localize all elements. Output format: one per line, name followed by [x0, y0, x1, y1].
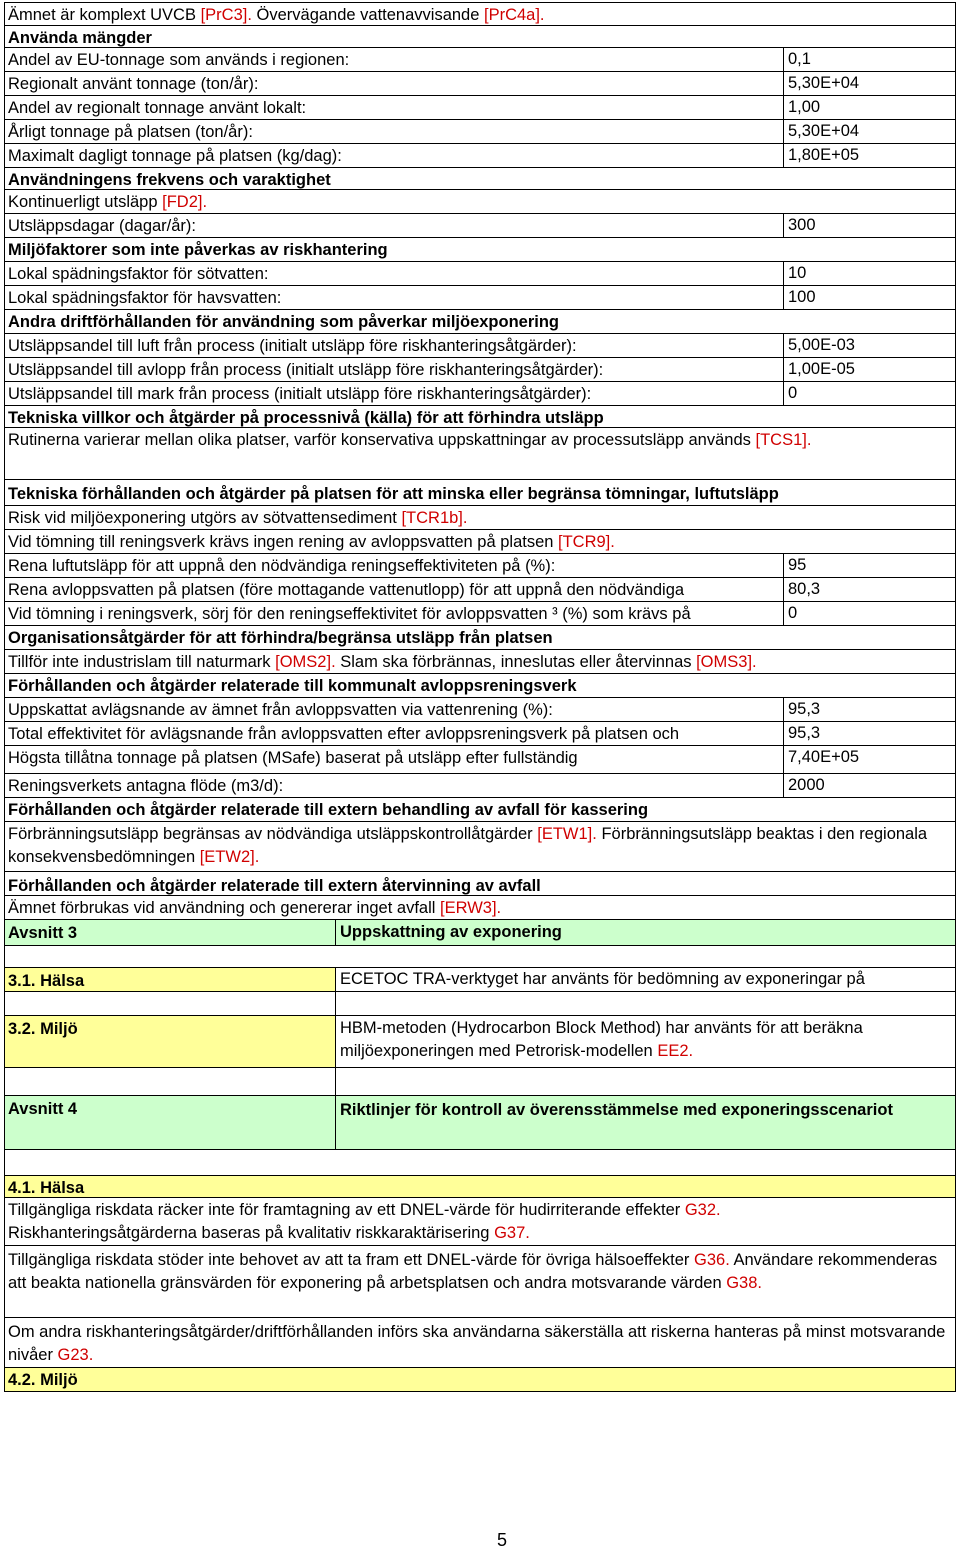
row-label: Rutinerna varierar mellan olika platser, varför konservativa uppskattningar av processutsläpp används [TCS1].: [8, 431, 812, 449]
waste-text-row: [4, 822, 956, 872]
table-row: [4, 48, 956, 72]
table-row: [4, 578, 956, 602]
s3-health-row: [4, 968, 956, 992]
spacer-row: [4, 992, 956, 1016]
s4-health-row: [4, 1176, 956, 1198]
row-label: Reningsverkets antagna flöde (m3/d):: [8, 777, 284, 795]
section3-header: [4, 920, 956, 946]
subsection-label: 3.2. Miljö: [8, 1020, 78, 1038]
section4-header: [4, 1096, 956, 1150]
s3-env-row: [4, 1016, 956, 1068]
row-value: 95,3: [783, 722, 820, 745]
section-label: Avsnitt 4: [8, 1100, 78, 1118]
row-value: 10: [783, 262, 806, 285]
row-label: Årligt tonnage på platsen (ton/år):: [8, 123, 253, 141]
subsection-text: HBM-metoden (Hydrocarbon Block Method) har använts för att beräkna miljöexponeringen med Petrorisk-modellen EE2.: [335, 1016, 955, 1067]
row-value: 1,80E+05: [783, 144, 859, 167]
row-label: Lokal spädningsfaktor för sötvatten:: [8, 265, 269, 283]
s4-text-row: [4, 1246, 956, 1318]
table-row: [4, 602, 956, 626]
row-label: Utsläppsandel till avlopp från process (initialt utsläpp före riskhanteringsåtgärder):: [8, 361, 604, 379]
row-label: Lokal spädningsfaktor för havsvatten:: [8, 289, 282, 307]
intro-row: [4, 2, 956, 26]
page-number: 5: [496, 1530, 507, 1550]
table-row: [4, 262, 956, 286]
row-value: 80,3: [783, 578, 820, 601]
table-row: [4, 120, 956, 144]
row-label: Tillför inte industrislam till naturmark [OMS2]. Slam ska förbrännas, inneslutas eller återvinnas [OMS3].: [8, 653, 757, 671]
amounts-heading-row: [4, 26, 956, 48]
row-label: Rena avloppsvatten på platsen (före mottagande vattenutlopp) för att uppnå den nödvändiga: [8, 581, 685, 599]
section-title: Riktlinjer för kontroll av överensstämmelse med exponeringsscenariot: [335, 1096, 955, 1149]
row-label: Högsta tillåtna tonnage på platsen (MSafe) baserat på utsläpp efter fullständig: [8, 749, 578, 767]
spacer-row: [4, 1068, 956, 1096]
row-label: Utsläppsandel till luft från process (initialt utsläpp före riskhanteringsåtgärder):: [8, 337, 577, 355]
section-heading: Förhållanden och åtgärder relaterade till extern återvinning av avfall: [8, 877, 541, 895]
tech-heading-row: [4, 406, 956, 428]
paragraph: Om andra riskhanteringsåtgärder/driftförhållanden införs ska användarna säkerställa att riskerna hanteras på minst motsvarande nivåer G23.: [8, 1323, 946, 1364]
section-heading: Använda mängder: [8, 29, 152, 47]
row-label: Vid tömning till reningsverk krävs ingen rening av avloppsvatten på platsen [TCR9].: [8, 533, 615, 551]
row-label: Rena luftutsläpp för att uppnå den nödvändiga reningseffektiviteten på (%):: [8, 557, 556, 575]
row-label: Maximalt dagligt tonnage på platsen (kg/dag):: [8, 147, 342, 165]
row-value: 0: [783, 602, 797, 625]
org-heading-row: [4, 626, 956, 650]
section-heading: Förhållanden och åtgärder relaterade till kommunalt avloppsreningsverk: [8, 677, 577, 695]
site-line-row: [4, 506, 956, 530]
subsection-label: 3.1. Hälsa: [8, 972, 85, 990]
row-value: 100: [783, 286, 816, 309]
section-heading: Andra driftförhållanden för användning som påverkar miljöexponering: [8, 313, 560, 331]
spacer-row: [4, 1150, 956, 1176]
row-label: Ämnet förbrukas vid användning och genererar inget avfall [ERW3].: [8, 899, 502, 917]
frequency-text-row: [4, 190, 956, 214]
env-heading-row: [4, 238, 956, 262]
row-value: 1,00E-05: [783, 358, 855, 381]
section-heading: Miljöfaktorer som inte påverkas av riskhantering: [8, 241, 388, 259]
subsection-label: 4.1. Hälsa: [8, 1179, 85, 1197]
intro-text: Ämnet är komplext UVCB [PrC3]. Övervägande vattenavvisande [PrC4a].: [8, 6, 545, 24]
row-label: Andel av EU-tonnage som används i regionen:: [8, 51, 350, 69]
row-value: 0: [783, 382, 797, 405]
table-row: [4, 96, 956, 120]
table-row: [4, 358, 956, 382]
row-value: 300: [783, 214, 816, 237]
row-label: Risk vid miljöexponering utgörs av sötvattensediment [TCR1b].: [8, 509, 468, 527]
table-row: [4, 698, 956, 722]
subsection-text: ECETOC TRA-verktyget har använts för bedömning av exponeringar på: [335, 968, 955, 991]
section-heading: Tekniska villkor och åtgärder på processnivå (källa) för att förhindra utsläpp: [8, 409, 604, 427]
s4-env-row: [4, 1368, 956, 1392]
row-value: 5,00E-03: [783, 334, 855, 357]
org-text-row: [4, 650, 956, 674]
row-label: Regionalt använt tonnage (ton/år):: [8, 75, 259, 93]
row-label: Kontinuerligt utsläpp [FD2].: [8, 193, 208, 211]
spacer-row: [4, 946, 956, 968]
row-value: 95,3: [783, 698, 820, 721]
section-label: Avsnitt 3: [8, 924, 78, 942]
row-label: Andel av regionalt tonnage använt lokalt:: [8, 99, 307, 117]
section-heading: Tekniska förhållanden och åtgärder på platsen för att minska eller begränsa tömningar, luftutsläpp: [8, 485, 779, 503]
row-label: Förbränningsutsläpp begränsas av nödvändiga utsläppskontrollåtgärder [ETW1]. Förbränningsutsläpp beaktas i den regionala konsekvensbedömningen [ETW2].: [8, 825, 928, 866]
row-value: 5,30E+04: [783, 72, 859, 95]
section-heading: Användningens frekvens och varaktighet: [8, 171, 331, 189]
table-row: [4, 774, 956, 798]
row-label: Utsläppsdagar (dagar/år):: [8, 217, 197, 235]
table-row: [4, 334, 956, 358]
row-label: Utsläppsandel till mark från process (initialt utsläpp före riskhanteringsåtgärder):: [8, 385, 592, 403]
section-title: Uppskattning av exponering: [335, 920, 562, 945]
row-value: 2000: [783, 774, 825, 797]
s4-text-row: [4, 1198, 956, 1246]
table-row: [4, 214, 956, 238]
other-heading-row: [4, 310, 956, 334]
paragraph: Tillgängliga riskdata räcker inte för framtagning av ett DNEL-värde för hudirriterande effekter G32. Riskhanteringsåtgärderna baseras på kvalitativ riskkaraktärisering G37.: [8, 1201, 721, 1242]
section-heading: Organisationsåtgärder för att förhindra/begränsa utsläpp från platsen: [8, 629, 553, 647]
paragraph: Tillgängliga riskdata stöder inte behovet av att ta fram ett DNEL-värde för övriga hälsoeffekter G36. Användare rekommenderas att beakta nationella gränsvärden för exponering på arbetsplatsen och andra motsvarande värden G38.: [8, 1251, 938, 1292]
row-label: Uppskattat avlägsnande av ämnet från avloppsvatten via vattenrening (%):: [8, 701, 553, 719]
site-line-row: [4, 530, 956, 554]
row-value: 95: [783, 554, 806, 577]
muni-heading-row: [4, 674, 956, 698]
cell-divider: [335, 992, 955, 1015]
subsection-label: 4.2. Miljö: [8, 1371, 78, 1389]
waste-heading-row: [4, 798, 956, 822]
cell-divider: [335, 1068, 955, 1095]
row-value: 5,30E+04: [783, 120, 859, 143]
table-row: [4, 286, 956, 310]
table-row: [4, 746, 956, 774]
table-row: [4, 722, 956, 746]
frequency-heading-row: [4, 168, 956, 190]
row-label: Total effektivitet för avlägsnande från avloppsvatten efter avloppsreningsverk på platsen och: [8, 725, 680, 743]
row-label: Vid tömning i reningsverk, sörj för den reningseffektivitet för avloppsvatten ³ (%) som krävs på: [8, 605, 691, 623]
row-value: 7,40E+05: [783, 746, 859, 773]
tech-text-row: [4, 428, 956, 480]
s4-text-row: [4, 1318, 956, 1368]
recycle-heading-row: [4, 872, 956, 896]
table-row: [4, 554, 956, 578]
table-row: [4, 144, 956, 168]
recycle-text-row: [4, 896, 956, 920]
table-row: [4, 382, 956, 406]
section-heading: Förhållanden och åtgärder relaterade till extern behandling av avfall för kassering: [8, 801, 649, 819]
row-value: 0,1: [783, 48, 811, 71]
site-heading-row: [4, 480, 956, 506]
table-row: [4, 72, 956, 96]
row-value: 1,00: [783, 96, 820, 119]
